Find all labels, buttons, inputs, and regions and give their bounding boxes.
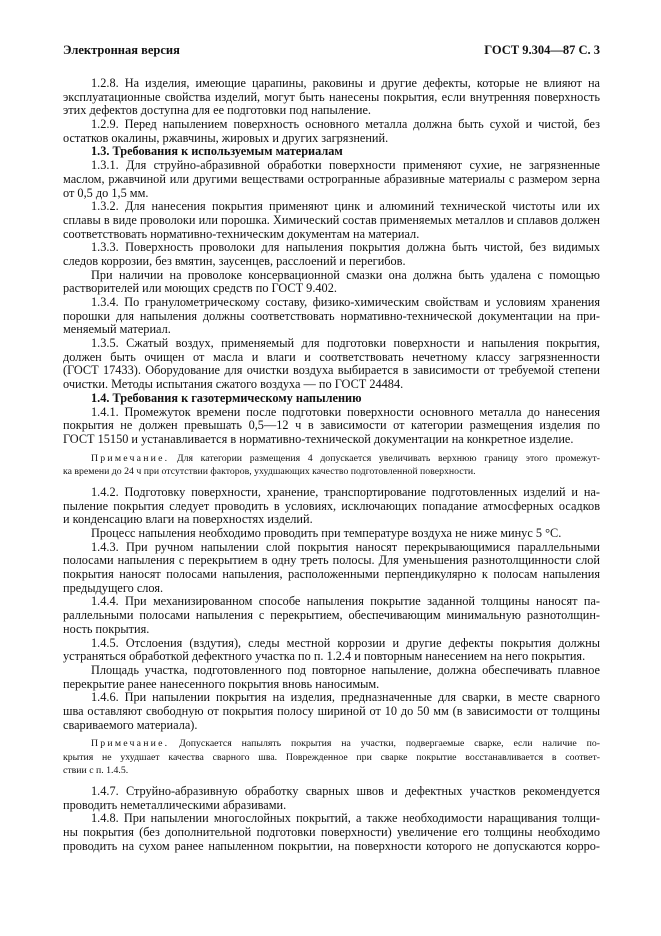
text-line — [63, 452, 600, 465]
text-line — [63, 351, 600, 365]
paragraph — [63, 595, 600, 636]
text-line — [63, 378, 600, 392]
text-line — [63, 159, 600, 173]
text-line — [63, 650, 600, 664]
line-text: 1.3.5. Сжатый воздух, применяемый для подготовки поверхности и напыления покрытия, — [91, 336, 600, 351]
paragraph — [63, 337, 600, 392]
text-line — [63, 406, 600, 420]
line-text: 1.4.2. Подготовку поверхности, хранение, транспортирование подготовленных изделий и на- — [91, 484, 600, 499]
line-text: очистки. Методы испытания сжатого воздуха — по ГОСТ 24484. — [63, 377, 404, 392]
text-line — [63, 118, 600, 132]
line-text: (ГОСТ 17433). Оборудование для очистки воздуха выбирается в зависимости от требуемой степени — [63, 363, 600, 378]
line-text: остатков окалины, ржавчины, жировых и других загрязнений. — [63, 130, 389, 145]
text-line — [63, 751, 600, 764]
text-line — [63, 840, 600, 854]
line-text: 1.3.3. Поверхность проволоки для напыления покрытия должна быть чистой, без видимых — [91, 240, 600, 255]
line-text: растворителей или моющих средств по ГОСТ 9.402. — [63, 281, 337, 296]
line-text: проводить на сухом ранее напыленном покрытии, на поверхности которого не допускаются корро- — [63, 838, 600, 853]
line-text: 1.4.6. При напылении покрытия на изделия, предназначенные для сварки, в месте сварного — [91, 690, 600, 705]
line-text: покрытия наносят полосами напыления, расположенными перпендикулярно к полосам напыления — [63, 567, 600, 582]
text-line — [63, 145, 600, 159]
line-text: 1.4.1. Промежуток времени после подготовки поверхности основного металла до нанесения — [91, 404, 600, 419]
text-line — [63, 664, 600, 678]
line-text: предыдущего слоя. — [63, 580, 164, 595]
text-line — [63, 737, 600, 750]
line-text: пыление покрытия следует проводить в условиях, исключающих попадание атмосферных осадков — [63, 498, 600, 513]
paragraph — [63, 664, 600, 691]
text-line — [63, 785, 600, 799]
line-text: полосами напыления с перекрытием в одну треть полосы. Для уменьшения разнотолщинности слой — [63, 553, 600, 568]
line-text: свариваемого материала). — [63, 717, 198, 732]
note-paragraph — [63, 452, 600, 478]
line-text: Процесс напыления необходимо проводить при температуре воздуха не ниже минус 5 °С. — [91, 526, 562, 540]
text-line — [63, 527, 600, 541]
line-text: проводить неметаллическими абразивами. — [63, 797, 287, 812]
line-text: 1.3.4. По гранулометрическому составу, физико-химическим свойствам и условиям хранения — [91, 295, 600, 309]
line-text: 1.3. Требования к используемым материалам — [91, 144, 343, 159]
paragraph — [63, 637, 600, 664]
text-line — [63, 255, 600, 269]
line-text: ность покрытия. — [63, 621, 150, 636]
running-header-right: ГОСТ 9.304—87 С. 3 — [484, 43, 600, 57]
line-text: от 0,5 до 1,5 мм. — [63, 185, 149, 200]
line-text: соответствовать нормативно-техническим документам на материал. — [63, 226, 420, 241]
line-text: и конденсацию влаги на поверхностях изделий. — [63, 512, 313, 527]
text-line — [63, 500, 600, 514]
document-body — [63, 77, 600, 853]
paragraph — [63, 785, 600, 812]
line-text: этих дефектов доступна для ее подготовки под напыление. — [63, 103, 371, 118]
paragraph — [63, 691, 600, 732]
text-line — [63, 392, 600, 406]
text-line — [63, 91, 600, 105]
line-text: 1.3.1. Для струйно-абразивной обработки поверхности применяют сухие, не загрязненные — [91, 158, 600, 173]
text-line — [63, 678, 600, 692]
text-line — [63, 465, 600, 478]
section-heading — [63, 145, 600, 159]
paragraph — [63, 269, 600, 296]
line-text: Допускается напылять покрытия на участки, подвергаемые сварке, если наличие по- — [169, 738, 600, 750]
line-text: покрытия не должен превышать 0,5—12 ч в зависимости от категории размещения изделия по — [63, 418, 600, 433]
text-line — [63, 241, 600, 255]
text-line — [63, 486, 600, 500]
paragraph — [63, 77, 600, 118]
text-line — [63, 296, 600, 310]
text-line — [63, 568, 600, 582]
paragraph — [63, 200, 600, 241]
paragraph — [63, 541, 600, 596]
section-heading — [63, 392, 600, 406]
line-text: порошки для напыления должны соответствовать нормативно-технической документации на при- — [63, 308, 600, 323]
text-line — [63, 637, 600, 651]
line-text: 1.2.9. Перед напылением поверхность основного металла должна быть сухой и чистой, без — [91, 117, 600, 132]
text-line — [63, 104, 600, 118]
line-text: 1.4. Требования к газотермическому напылению — [91, 390, 362, 405]
line-text: При наличии на проволоке консервационной смазки она должна быть удалена с помощью — [91, 267, 600, 282]
text-line — [63, 173, 600, 187]
text-line — [63, 282, 600, 296]
text-line — [63, 419, 600, 433]
text-line — [63, 764, 600, 777]
line-text: устраняться обработкой дефектного участка по п. 1.2.4 и повторным нанесением на него покрытия. — [63, 649, 586, 664]
line-text: ствии с п. 1.4.5. — [63, 764, 129, 776]
note-paragraph — [63, 737, 600, 777]
paragraph — [63, 118, 600, 145]
line-text: перекрытие ранее нанесенного покрытия вновь наносимым. — [63, 676, 380, 691]
line-text: 1.4.8. При напылении многослойных покрытий, а также необходимости наращивания толщи- — [91, 811, 600, 826]
line-text: 1.4.4. При механизированном способе напыления покрытие заданной толщины наносят па- — [91, 594, 600, 609]
paragraph — [63, 241, 600, 268]
note-label: Примечание. — [91, 738, 170, 750]
line-text: маслом, ржавчиной или другими веществами остроrранные абразивные материалы с размером зерна — [63, 171, 600, 186]
text-line — [63, 228, 600, 242]
line-text: ГОСТ 15150 и устанавливается в нормативно-технической документации на конкретное изделие. — [63, 431, 574, 446]
text-line — [63, 609, 600, 623]
text-line — [63, 705, 600, 719]
text-line — [63, 812, 600, 826]
line-text: 1.4.5. Отслоения (вздутия), следы местной коррозии и другие дефекты покрытия должны — [91, 635, 600, 650]
line-text: крытия не ухудшает качества сварного шва. Поврежденное при сварке покрытие восстанавливается в соответ- — [63, 751, 600, 763]
text-line — [63, 187, 600, 201]
text-line — [63, 214, 600, 228]
text-line — [63, 541, 600, 555]
text-line — [63, 433, 600, 447]
line-text: ка времени до 24 ч при отсутствии факторов, ухудшающих качество подготовленной поверхности. — [63, 465, 476, 477]
text-line — [63, 719, 600, 733]
paragraph — [63, 486, 600, 527]
text-line — [63, 799, 600, 813]
text-line — [63, 77, 600, 91]
text-line — [63, 554, 600, 568]
line-text: раллельными полосами напыления с перекрытием, обеспечивающим минимальную разнотолщин- — [63, 608, 600, 623]
paragraph — [63, 296, 600, 337]
text-line — [63, 513, 600, 527]
paragraph — [63, 812, 600, 853]
line-text: ны покрытия (без дополнительной подготовки поверхности) увеличение его толщины необходимо — [63, 824, 600, 839]
line-text: эксплуатационные свойства изделий, могут быть нанесены покрытия, если внутренняя поверхность — [63, 89, 600, 104]
text-line — [63, 595, 600, 609]
line-text: Для категории размещения 4 допускается увеличивать верхнюю границу этого промежут- — [169, 452, 600, 464]
running-header-left: Электронная версия — [63, 43, 180, 57]
line-text: Площадь участка, подготовленного под повторное напыление, должна обеспечивать плавное — [91, 662, 600, 677]
line-text: следов коррозии, без вмятин, заусенцев, расслоений и перегибов. — [63, 253, 406, 268]
text-line — [63, 132, 600, 146]
text-line — [63, 200, 600, 214]
text-line — [63, 323, 600, 337]
paragraph — [63, 159, 600, 200]
line-text: 1.2.8. На изделия, имеющие царапины, раковины и другие дефекты, которые не влияют на — [91, 76, 600, 90]
paragraph — [63, 406, 600, 447]
line-text: меняемый материал. — [63, 322, 171, 337]
line-text: должен быть очищен от масла и влаги и соответствовать нечетному классу загрязненности — [63, 349, 600, 364]
text-line — [63, 691, 600, 705]
line-text: 1.3.2. Для нанесения покрытия применяют цинк и алюминий технической чистоты или их — [91, 199, 600, 214]
line-text: сплавы в виде проволоки или порошка. Химический состав применяемых металлов и сплавов должен — [63, 212, 600, 227]
text-line — [63, 269, 600, 283]
text-line — [63, 337, 600, 351]
line-text: 1.4.3. При ручном напылении слой покрытия наносят перекрывающимися параллельными — [91, 539, 600, 554]
text-line — [63, 582, 600, 596]
text-line — [63, 364, 600, 378]
text-line — [63, 826, 600, 840]
text-line — [63, 623, 600, 637]
line-text: 1.4.7. Струйно-абразивную обработку сварных швов и дефектных участков рекомендуется — [91, 783, 600, 798]
note-label: Примечание. — [91, 452, 170, 464]
line-text: шва оставляют свободную от покрытия полосу шириной от 10 до 50 мм (в зависимости от толщины — [63, 703, 600, 718]
paragraph — [63, 527, 600, 541]
text-line — [63, 310, 600, 324]
